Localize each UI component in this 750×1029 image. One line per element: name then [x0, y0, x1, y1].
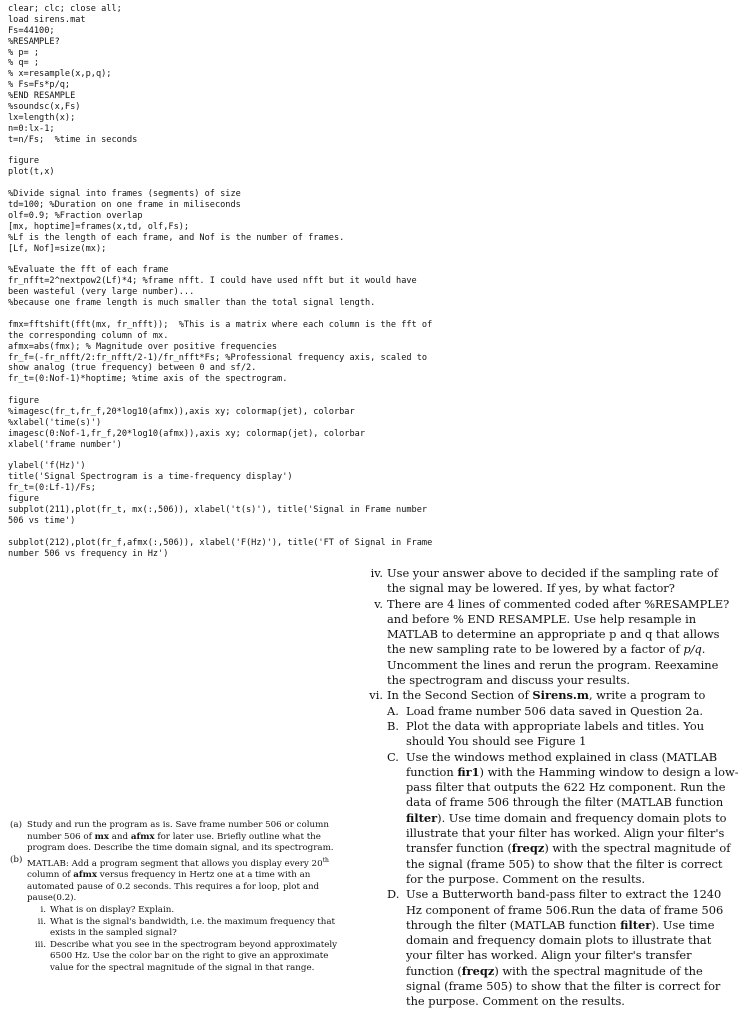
code-line: %Lf is the length of each frame, and Nof is the number of frames. — [8, 232, 345, 243]
code-line: title('Signal Spectrogram is a time-frequency display') — [8, 472, 293, 483]
code-line — [8, 178, 508, 189]
question-iv-number: iv. — [370, 566, 383, 580]
code-line: figure — [8, 494, 40, 505]
subquestion-c-text-2: ) with the Hamming window to design a low-pass filter that outputs the 622 Hz component. Run the data of frame 506 through the filter (MATLAB function — [406, 764, 739, 810]
code-line: imagesc(0:Nof-1,fr_f,20*log10(afmx)),axis xy; colormap(jet), colorbar — [8, 428, 365, 439]
code-line: show analog (true frequency) between 0 and sf/2. — [8, 363, 257, 374]
code-line: plot(t,x) — [8, 167, 55, 178]
question-v-text-end: . Uncomment the lines and rerun the program. Reexamine the spectrogram and discuss your results. — [387, 642, 719, 688]
question-b-ii — [10, 917, 341, 940]
right-question-column — [368, 566, 740, 1010]
question-a — [10, 820, 341, 855]
code-line: fr_nfft=2^nextpow2(Lf)*4; %frame nfft. I could have used nfft but it would have — [8, 276, 417, 287]
code-line: been wasteful (very large number)... — [8, 287, 195, 298]
question-a-text-2: and — [108, 831, 131, 842]
fir1-keyword: fir1 — [457, 764, 480, 779]
code-line: %soundsc(x,Fs) — [8, 102, 81, 113]
question-b-text-2: column of — [27, 870, 74, 881]
subquestion-d-number: D. — [387, 887, 400, 902]
subquestion-c — [368, 750, 740, 888]
code-line: number 506 vs frequency in Hz') — [8, 548, 169, 559]
subquestion-a-number: A. — [387, 703, 399, 718]
subquestion-d — [368, 887, 740, 1009]
question-b-iii — [10, 940, 341, 975]
code-line: figure — [8, 156, 40, 167]
question-b-ii-text: What is the signal's bandwidth, i.e. the maximum frequency that exists in the sampled signal? — [50, 916, 335, 939]
code-line: %imagesc(fr_t,fr_f,20*log10(afmx)),axis xy; colormap(jet), colorbar — [8, 406, 355, 417]
freqz-keyword: freqz — [461, 963, 495, 978]
subquestion-a-text: Load frame number 506 data saved in Question 2a. — [406, 703, 704, 718]
code-line: % x=resample(x,p,q); — [8, 69, 112, 80]
code-line: %Evaluate the fft of each frame — [8, 265, 169, 276]
code-line: 506 vs time') — [8, 515, 76, 526]
question-vi-text: In the Second Section of — [387, 688, 533, 703]
code-line: %RESAMPLE? — [8, 36, 60, 47]
code-line: fr_t=(0:Nof-1)*hoptime; %time axis of the spectrogram. — [8, 374, 288, 385]
code-line: afmx=abs(fmx); % Magnitude over positive frequencies — [8, 341, 278, 352]
code-line: subplot(211),plot(fr_t, mx(:,506)), xlabel('t(s)'), title('Signal in Frame number — [8, 504, 428, 515]
code-line: load sirens.mat — [8, 14, 86, 25]
code-line: td=100; %Duration on one frame in miliseconds — [8, 200, 241, 211]
subquestion-c-text-1: Use the windows method explained in class (MATLAB function — [406, 749, 718, 779]
question-b-i-text: What is on display? Explain. — [50, 905, 175, 916]
code-line — [8, 309, 508, 320]
question-a-number: (a) — [10, 820, 22, 830]
subquestion-c-text-3: ). Use time domain and frequency domain plots to illustrate that your filter has worked. Align your filter's transfer function ( — [406, 810, 727, 856]
code-line: %xlabel('time(s)') — [8, 417, 102, 428]
matlab-code-listing — [8, 4, 508, 559]
subquestion-c-number: C. — [387, 749, 399, 764]
question-b-text-1: MATLAB: Add a program segment that allows you display every 20 — [27, 858, 323, 869]
subquestion-a — [368, 704, 740, 719]
question-vi — [368, 688, 740, 703]
code-line: t=n/Fs; %time in seconds — [8, 134, 138, 145]
code-line: % p= ; — [8, 47, 40, 58]
code-line: ylabel('f(Hz)') — [8, 461, 86, 472]
code-line: olf=0.9; %Fraction overlap — [8, 210, 143, 221]
code-line: fmx=fftshift(fft(mx, fr_nfft)); %This is a matrix where each column is the fft of — [8, 319, 433, 330]
code-line: Fs=44100; — [8, 25, 55, 36]
subquestion-d-text-2: ). Use time domain and frequency domain plots to illustrate that your filter has worked. Align your filter's transfer function ( — [406, 917, 715, 978]
subquestion-b — [368, 719, 740, 750]
code-line: fr_f=(-fr_nfft/2:fr_nfft/2-1)/fr_nfft*Fs; %Professional frequency axis, scaled to — [8, 352, 428, 363]
mx-keyword: mx — [94, 831, 109, 842]
th-superscript: th — [322, 856, 329, 864]
question-a-text-1: Study and run the program as is. Save frame number 506 or column number 506 of — [27, 820, 329, 842]
question-b-iii-number: iii. — [34, 939, 46, 950]
code-line — [8, 527, 508, 538]
question-iv — [368, 566, 740, 597]
question-b-number: (b) — [10, 854, 23, 865]
code-line: % q= ; — [8, 58, 40, 69]
code-line — [8, 254, 508, 265]
question-b-iii-text: Describe what you see in the spectrogram beyond approximately 6500 Hz. Use the color bar on the right to give an approximate value for the spectral magnitude of the signal in that range. — [50, 939, 338, 974]
code-line: [Lf, Nof]=size(mx); — [8, 243, 107, 254]
code-line: subplot(212),plot(fr_f,afmx(:,506)), xlabel('F(Hz)'), title('FT of Signal in Frame — [8, 537, 433, 548]
afmx-keyword: afmx — [73, 870, 98, 881]
code-line: %because one frame length is much smaller than the total signal length. — [8, 298, 376, 309]
subquestion-b-text: Plot the data with appropriate labels and titles. You should You should see Figure 1 — [406, 718, 705, 749]
question-b-text-3: versus frequency in Hertz one at a time with an automated pause of 0.2 seconds. This requires a for loop, plot and pause(0.2). — [27, 870, 320, 904]
question-vi-number: vi. — [369, 688, 383, 703]
code-line — [8, 385, 508, 396]
freqz-keyword: freqz — [511, 841, 545, 856]
question-b-i-number: i. — [40, 905, 46, 916]
code-line: %Divide signal into frames (segments) of size — [8, 189, 241, 200]
question-b-i — [10, 905, 341, 917]
question-vi-text-end: , write a program to — [588, 688, 706, 703]
question-v-text: There are 4 lines of commented coded after %RESAMPLE? and before % END RESAMPLE. Use help resample in MATLAB to determine an appropriate p and q that allows the new sampling rate to be lowered by a factor of — [387, 596, 730, 657]
code-line: clear; clc; close all; — [8, 4, 122, 14]
subquestion-b-number: B. — [387, 718, 399, 733]
subquestion-c-text-4: ) with the spectral magnitude of the signal (frame 505) to show that the filter is correct for the purpose. Comment on the results. — [406, 841, 731, 886]
subquestion-d-text-3: ) with the spectral magnitude of the signal (frame 505) to show that the filter is correct for the purpose. Comment on the results. — [406, 963, 721, 1009]
code-line: lx=length(x); — [8, 112, 76, 123]
code-line: n=0:lx-1; — [8, 123, 55, 134]
code-line: figure — [8, 396, 40, 407]
code-line: xlabel('frame number') — [8, 439, 122, 450]
filter-keyword: filter — [620, 917, 652, 932]
filter-keyword: filter — [406, 810, 438, 825]
code-line: [mx, hoptime]=frames(x,td, olf,Fs); — [8, 221, 190, 232]
code-line — [8, 451, 508, 462]
code-line: %END RESAMPLE — [8, 91, 76, 102]
pq-math: p/q — [683, 642, 702, 657]
code-line — [8, 146, 508, 157]
question-b — [10, 855, 341, 905]
left-question-column — [10, 820, 341, 975]
code-line: the corresponding column of mx. — [8, 330, 169, 341]
question-iv-text: Use your answer above to decided if the sampling rate of the signal may be lowered. If yes, by what factor? — [387, 566, 719, 596]
code-line: % Fs=Fs*p/q; — [8, 80, 71, 91]
sirens-filename: Sirens.m — [532, 688, 589, 703]
afmx-keyword: afmx — [130, 831, 155, 842]
question-v-number: v. — [374, 596, 383, 611]
subquestion-d-text-1: Use a Butterworth band-pass filter to extract the 1240 Hz component of frame 506.Run the data of frame 506 through the filter (MATLAB function — [406, 887, 724, 932]
question-b-ii-number: ii. — [37, 916, 46, 927]
question-v — [368, 597, 740, 689]
code-line: fr_t=(0:Lf-1)/Fs; — [8, 483, 96, 494]
question-a-text-3: for later use. Briefly outline what the program does. Describe the time domain signal, and its spectrogram. — [27, 831, 334, 854]
